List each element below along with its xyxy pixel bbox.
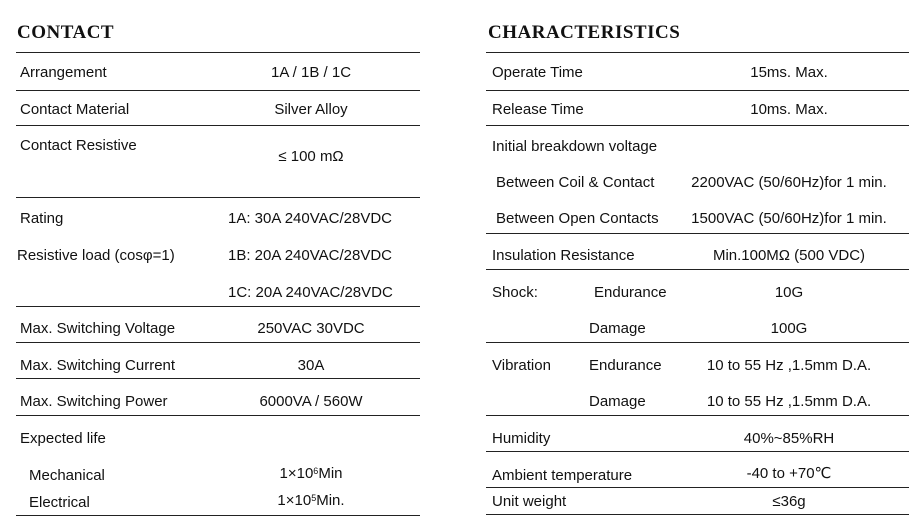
switching-current-label: Max. Switching Current	[20, 357, 176, 374]
insulation-value: Min.100MΩ (500 VDC)	[712, 247, 866, 264]
characteristics-heading: CHARACTERISTICS	[488, 22, 681, 43]
divider	[486, 233, 909, 234]
shock-label: Shock:	[492, 284, 538, 301]
divider	[486, 487, 909, 488]
divider	[486, 451, 909, 452]
divider	[486, 269, 909, 270]
mechanical-label: Mechanical	[29, 467, 105, 484]
vibration-damage-value: 10 to 55 Hz ,1.5mm D.A.	[706, 393, 872, 410]
divider	[486, 90, 909, 91]
release-time-label: Release Time	[492, 101, 584, 118]
arrangement-label: Arrangement	[20, 64, 107, 81]
humidity-value: 40%~85%RH	[743, 430, 835, 447]
divider	[486, 415, 909, 416]
divider	[486, 514, 909, 515]
vibration-damage-label: Damage	[589, 393, 646, 410]
ambient-temperature-value: -40 to +70℃	[746, 465, 832, 482]
shock-endurance-label: Endurance	[594, 284, 667, 301]
switching-power-label: Max. Switching Power	[20, 393, 168, 410]
expected-life-label: Expected life	[20, 430, 106, 447]
divider	[16, 125, 420, 126]
open-contacts-label: Between Open Contacts	[496, 210, 659, 227]
divider	[16, 415, 420, 416]
divider	[486, 342, 909, 343]
divider	[16, 378, 420, 379]
arrangement-value: 1A / 1B / 1C	[270, 64, 352, 81]
unit-weight-value: ≤36g	[772, 493, 806, 510]
coil-contact-label: Between Coil & Contact	[496, 174, 655, 191]
vibration-label: Vibration	[492, 357, 551, 374]
divider	[486, 52, 909, 53]
rating-value-1b: 1B: 20A 240VAC/28VDC	[228, 247, 392, 264]
breakdown-label: Initial breakdown voltage	[492, 138, 658, 155]
divider	[16, 197, 420, 198]
divider	[16, 306, 420, 307]
divider	[16, 90, 420, 91]
operate-time-label: Operate Time	[492, 64, 583, 81]
unit-weight-label: Unit weight	[492, 493, 567, 510]
vibration-endurance-value: 10 to 55 Hz ,1.5mm D.A.	[706, 357, 872, 374]
divider	[16, 342, 420, 343]
divider	[16, 52, 420, 53]
switching-voltage-label: Max. Switching Voltage	[20, 320, 176, 337]
electrical-value: $1\times 10^5Min$.	[277, 492, 345, 509]
mechanical-value: $1\times 10^6Min$	[279, 465, 343, 482]
contact-resistive-label: Contact Resistive	[20, 137, 137, 154]
electrical-label: Electrical	[29, 494, 90, 511]
divider	[486, 125, 909, 126]
shock-damage-label: Damage	[589, 320, 646, 337]
operate-time-value: 15ms. Max.	[750, 64, 828, 81]
shock-damage-value: 100G	[770, 320, 808, 337]
coil-contact-value: 2200VAC (50/60Hz)for 1 min.	[691, 174, 887, 191]
contact-resistive-value: ≤ 100 mΩ	[278, 148, 344, 165]
rating-label: Rating	[20, 210, 64, 227]
contact-heading: CONTACT	[17, 22, 115, 43]
contact-material-value: Silver Alloy	[274, 101, 348, 118]
resistive-load-label: Resistive load (cosφ=1)	[17, 247, 175, 264]
rating-value-1c: 1C: 20A 240VAC/28VDC	[228, 284, 393, 301]
divider	[16, 515, 420, 516]
switching-current-value: 30A	[297, 357, 325, 374]
open-contacts-value: 1500VAC (50/60Hz)for 1 min.	[691, 210, 887, 227]
release-time-value: 10ms. Max.	[750, 101, 828, 118]
contact-material-label: Contact Material	[20, 101, 130, 118]
switching-power-value: 6000VA / 560W	[259, 393, 363, 410]
ambient-temperature-label: Ambient temperature	[492, 467, 633, 484]
insulation-label: Insulation Resistance	[492, 247, 635, 264]
humidity-label: Humidity	[492, 430, 551, 447]
vibration-endurance-label: Endurance	[589, 357, 662, 374]
rating-value-1a: 1A: 30A 240VAC/28VDC	[228, 210, 392, 227]
switching-voltage-value: 250VAC 30VDC	[257, 320, 365, 337]
shock-endurance-value: 10G	[774, 284, 804, 301]
